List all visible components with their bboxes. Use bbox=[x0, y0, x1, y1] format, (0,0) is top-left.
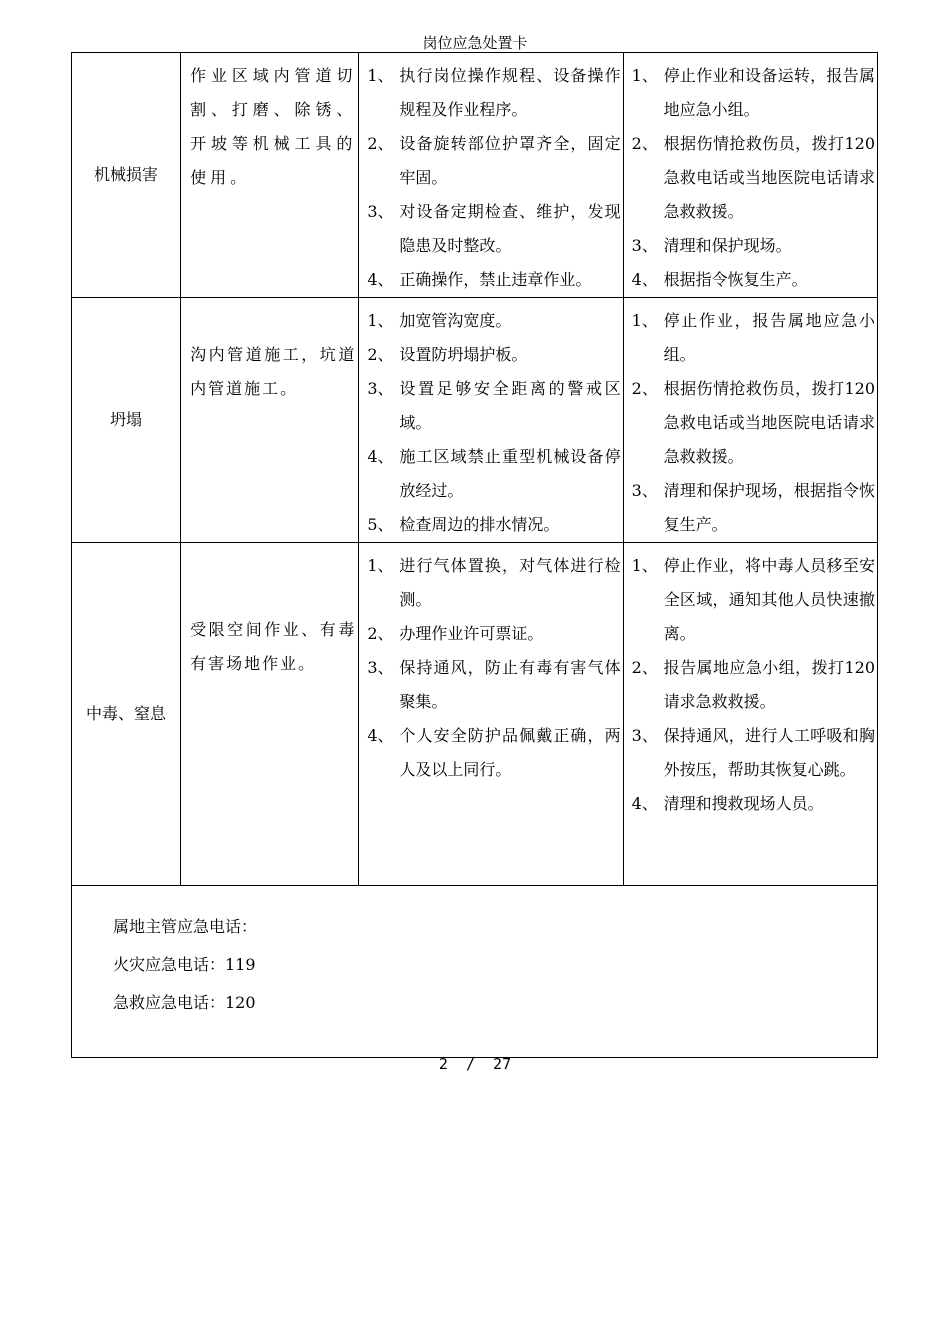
list-item: 5、 检查周边的排水情况。 bbox=[367, 515, 560, 534]
list-item: 1、 加宽管沟宽度。 bbox=[367, 311, 512, 330]
scene-cell: 作业区域内管道切割、打磨、除锈、开坡等机械工具的使用。 bbox=[181, 53, 359, 298]
page-number: 2 / 27 bbox=[438, 1055, 512, 1073]
list-item: 4、 根据指令恢复生产。 bbox=[631, 270, 808, 289]
list-item: 1、 停止作业，报告属地应急小组。 bbox=[631, 311, 875, 364]
list-item: 1、 停止作业和设备运转，报告属地应急小组。 bbox=[631, 66, 875, 119]
list-item: 2、 根据伤情抢救伤员，拨打120急救电话或当地医院电话请求急救救援。 bbox=[631, 379, 875, 466]
prevention-list bbox=[359, 298, 623, 543]
table-row-contacts bbox=[72, 886, 878, 1058]
hazard-cell: 中毒、窒息 bbox=[72, 543, 181, 886]
list-item: 4、 正确操作，禁止违章作业。 bbox=[367, 270, 592, 289]
hazard-cell: 坍塌 bbox=[72, 298, 181, 543]
fire-emergency-phone: 火灾应急电话：119 bbox=[113, 955, 256, 974]
list-item: 1、 执行岗位操作规程、设备操作规程及作业程序。 bbox=[367, 66, 621, 119]
contacts-cell bbox=[72, 886, 878, 1058]
list-item: 3、 清理和保护现场，根据指令恢复生产。 bbox=[631, 481, 875, 534]
page-header-title: 岗位应急处置卡 bbox=[422, 34, 528, 52]
list-item: 1、 停止作业，将中毒人员移至安全区域，通知其他人员快速撤离。 bbox=[631, 556, 875, 643]
emergency-card-table bbox=[71, 52, 878, 1058]
list-item: 3、 设置足够安全距离的警戒区域。 bbox=[367, 379, 621, 432]
table-row-collapse bbox=[72, 298, 878, 543]
scene-cell: 受限空间作业、有毒有害场地作业。 bbox=[181, 543, 359, 886]
action-list bbox=[623, 53, 877, 298]
first-aid-emergency-phone: 急救应急电话：120 bbox=[113, 993, 256, 1012]
list-item: 2、 根据伤情抢救伤员，拨打120急救电话或当地医院电话请求急救救援。 bbox=[631, 134, 875, 221]
list-item: 2、 设置防坍塌护板。 bbox=[367, 345, 528, 364]
action-list bbox=[623, 298, 877, 543]
list-item: 3、 清理和保护现场。 bbox=[631, 236, 792, 255]
hazard-cell: 机械损害 bbox=[72, 53, 181, 298]
list-item: 2、 办理作业许可票证。 bbox=[367, 624, 544, 643]
list-item: 2、 设备旋转部位护罩齐全，固定牢固。 bbox=[367, 134, 621, 187]
list-item: 3、 保持通风，进行人工呼吸和胸外按压，帮助其恢复心跳。 bbox=[631, 726, 875, 779]
list-item: 4、 个人安全防护品佩戴正确，两人及以上同行。 bbox=[367, 726, 621, 779]
prevention-list bbox=[359, 53, 623, 298]
supervisor-emergency-phone: 属地主管应急电话： bbox=[113, 917, 258, 936]
list-item: 3、 对设备定期检查、维护，发现隐患及时整改。 bbox=[367, 202, 621, 255]
scene-cell: 沟内管道施工，坑道内管道施工。 bbox=[181, 298, 359, 543]
table-row-mechanical-injury bbox=[72, 53, 878, 298]
list-item: 3、 保持通风，防止有毒有害气体聚集。 bbox=[367, 658, 621, 711]
action-list bbox=[623, 543, 877, 886]
list-item: 4、 施工区域禁止重型机械设备停放经过。 bbox=[367, 447, 621, 500]
list-item: 1、 进行气体置换，对气体进行检测。 bbox=[367, 556, 621, 609]
table-row-poisoning bbox=[72, 543, 878, 886]
list-item: 4、 清理和搜救现场人员。 bbox=[631, 794, 824, 813]
prevention-list bbox=[359, 543, 623, 886]
list-item: 2、 报告属地应急小组，拨打120请求急救救援。 bbox=[631, 658, 875, 711]
